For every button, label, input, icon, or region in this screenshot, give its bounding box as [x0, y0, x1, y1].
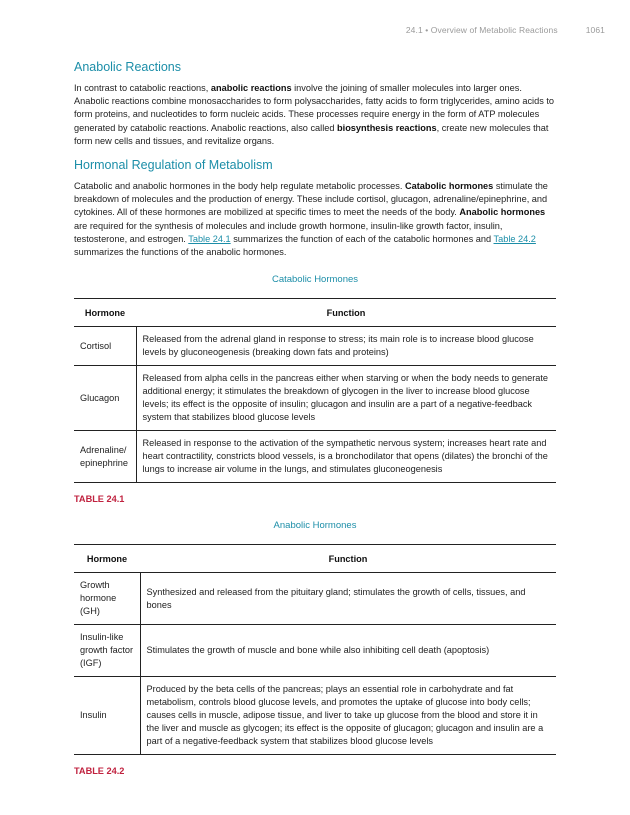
- term-anabolic-hormones: Anabolic hormones: [459, 207, 546, 218]
- column-header-function: Function: [136, 299, 556, 327]
- text-run: Catabolic and anabolic hormones in the body help regulate metabolic processes.: [74, 181, 405, 192]
- function-cell: Released from alpha cells in the pancreas either when starving or when the body needs to generate additional energy; it stimulates the breakdown of glycogen in the liver to increase blood glucose levels; its effect is the opposite of insulin; glucagon and insulin are a part of a negative-feedback system that stabilizes blood glucose levels: [136, 366, 556, 431]
- running-title: 24.1 • Overview of Metabolic Reactions: [405, 25, 558, 35]
- text-run: summarizes the functions of the anabolic hormones.: [74, 247, 287, 258]
- hormone-cell: Insulin-like growth factor (IGF): [74, 625, 140, 677]
- table-header-row: [74, 299, 556, 327]
- text-run: stimulate the breakdown of molecules and the production of energy. These include cortisol, glucagon, adrenaline/epinephrine, and cytokines. All of these hormones are mobilized at specific times to meet the needs of the body.: [74, 181, 548, 218]
- table-row: [74, 573, 556, 625]
- table-row: [74, 366, 556, 431]
- page-content: [74, 58, 556, 777]
- hormone-cell: Adrenaline/ epinephrine: [74, 431, 136, 483]
- table-row: [74, 677, 556, 755]
- anabolic-reactions-heading: Anabolic Reactions: [74, 60, 182, 74]
- running-head: [406, 25, 605, 35]
- hormone-cell: Cortisol: [74, 327, 136, 366]
- term-anabolic-reactions: anabolic reactions: [210, 83, 292, 93]
- hormone-cell: Glucagon: [74, 366, 136, 431]
- table-row: [74, 625, 556, 677]
- table-24-1-link[interactable]: Table 24.1: [188, 233, 231, 244]
- anabolic-table-title: Anabolic Hormones: [273, 520, 357, 532]
- anabolic-hormones-table: [74, 544, 556, 755]
- term-catabolic-hormones: Catabolic hormones: [404, 181, 494, 192]
- page-number: 1061: [585, 25, 605, 35]
- table-header-row: [74, 545, 556, 573]
- column-header-hormone: Hormone: [74, 299, 136, 327]
- text-run: , create new molecules that form new cells and tissues, and revitalize organs.: [74, 122, 549, 146]
- text-run: are required for the synthesis of molecules and include growth hormone, insulin-like growth factor, insulin, testosterone, and estrogen.: [74, 220, 503, 244]
- text-run: In contrast to catabolic reactions,: [74, 83, 211, 93]
- hormone-cell: Insulin: [74, 677, 140, 755]
- function-cell: Released in response to the activation of the sympathetic nervous system; increases heart rate and heart contractility, constricts blood vessels, is a bronchodilator that opens (dilates) the bronchi of the lungs to increase air volume in the lungs, and stimulates gluconeogenesis: [136, 431, 556, 483]
- text-run: summarizes the function of each of the catabolic hormones and: [230, 233, 494, 244]
- table-24-2-link[interactable]: Table 24.2: [493, 233, 536, 244]
- function-cell: Stimulates the growth of muscle and bone while also inhibiting cell death (apoptosis): [140, 625, 556, 677]
- catabolic-hormones-table: [74, 298, 556, 483]
- table-row: [74, 327, 556, 366]
- column-header-hormone: Hormone: [74, 545, 140, 573]
- column-header-function: Function: [140, 545, 556, 573]
- term-biosynthesis-reactions: biosynthesis reactions: [337, 122, 437, 133]
- table-24-2-caption: TABLE 24.2: [74, 766, 125, 777]
- text-run: involve the joining of smaller molecules into larger ones. Anabolic reactions combine monosaccharides to form polysaccharides, fatty acids to form triglycerides, amino acids to form proteins, and nucleotides to form nucleic acids. These processes require energy in the form of ATP molecules generated by catabolic reactions. Anabolic reactions, also called: [74, 83, 555, 133]
- anabolic-reactions-paragraph: [74, 82, 556, 148]
- table-24-1-caption: TABLE 24.1: [74, 494, 125, 505]
- function-cell: Synthesized and released from the pituitary gland; stimulates the growth of cells, tissues, and bones: [140, 573, 556, 625]
- function-cell: Produced by the beta cells of the pancreas; plays an essential role in carbohydrate and fat metabolism, controls blood glucose levels, and promotes the uptake of glucose into body cells; causes cells in muscle, adipose tissue, and liver to take up glucose from the blood and store it in the liver and muscle as glycogen; its effect is the opposite of glucagon; glucagon and insulin are a part of a negative-feedback system that stabilizes blood glucose levels: [140, 677, 556, 755]
- table-row: [74, 431, 556, 483]
- function-cell: Released from the adrenal gland in response to stress; its main role is to increase blood glucose levels by gluconeogenesis (breaking down fats and proteins): [136, 327, 556, 366]
- hormonal-regulation-heading: Hormonal Regulation of Metabolism: [74, 158, 273, 173]
- catabolic-table-title: Catabolic Hormones: [271, 274, 359, 286]
- hormone-cell: Growth hormone (GH): [74, 573, 140, 625]
- hormonal-regulation-paragraph: [74, 180, 556, 259]
